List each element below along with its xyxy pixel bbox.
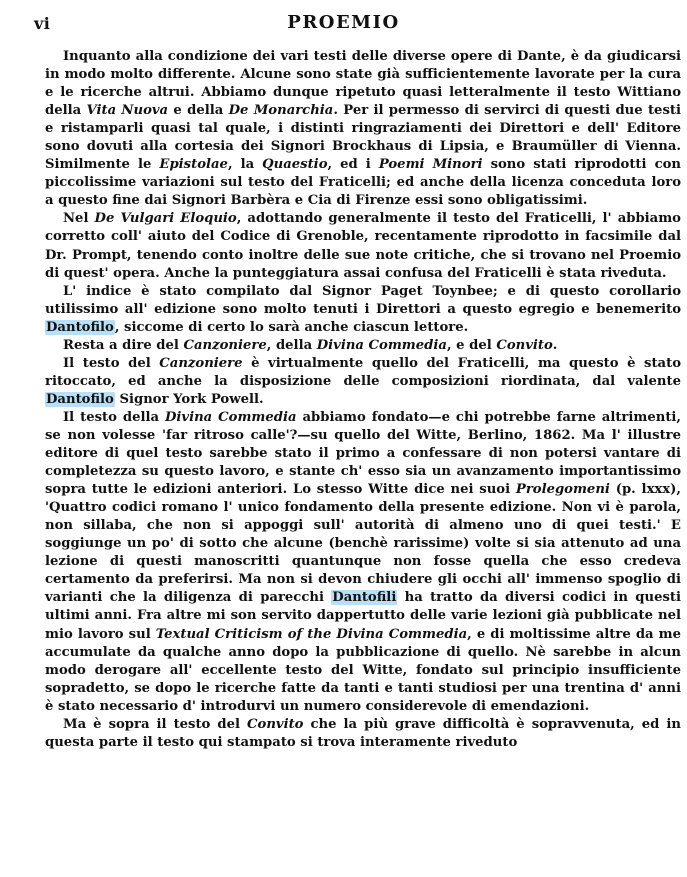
- italic-title: Divina Commedia: [164, 409, 297, 425]
- text-run: abbiamo fondato—e chi potrebbe farne altrimenti, se non volesse 'far ritroso calle'?—su quello del Witte, Berlino, 1862. Ma l' illustre editore di quel testo sarebbe stato il primo a confessare di non potersi vantare di completezza su questo lavoro, e stante ch' esso sia un avanzamento importantissimo sopra tutte le edizioni anteriori. Lo stesso Witte dice nei suoi: [45, 409, 682, 498]
- text-run: L' indice è stato compilato dal Signor Paget Toynbee; e di questo corollario utilissimo all' edizione sono molto tenuti i Direttori a questo egregio e benemerito: [45, 283, 681, 317]
- highlighted-term: Dantofilo: [46, 319, 114, 335]
- italic-title: Convito: [496, 337, 553, 353]
- text-run: (p. lxxx), 'Quattro codici romano l' unico fondamento della presente edizione. Non vi è parola, non sillaba, che non si appoggi sull' autorità di almeno uno di quei testi.' E soggiunge un po' di sotto che alcune (benchè rarissime) volte si sia attenuto ad una lezione di questi manoscritti quantunque non fosse quella che esso credeva certamento da preferirsi. Ma non si devon chiudere gli occhi all' immenso spoglio di varianti che la diligenza di parecchi: [45, 482, 681, 606]
- italic-title: De Vulgari Eloquio: [94, 211, 237, 227]
- italic-title: Canzoniere: [183, 337, 267, 353]
- italic-title: Poemi Minori: [378, 157, 483, 173]
- italic-title: Prolegomeni: [515, 482, 610, 498]
- text-run: .: [552, 337, 558, 353]
- paragraph: [45, 283, 681, 337]
- text-run: , della: [266, 337, 317, 353]
- page-number: vi: [34, 14, 51, 33]
- text-run: che la più grave difficoltà è sopravvenuta, ed in questa parte il testo qui stampato si trova interamente riveduto: [45, 716, 681, 750]
- page-header: [0, 10, 687, 36]
- text-run: , adottando generalmente il testo del Fraticelli, l' abbiamo corretto coll' aiuto del Codice di Grenoble, recentamente riprodotto in facsimile dal Dr. Prompt, tenendo conto inoltre delle sue note critiche, che si trovano nel Proemio di quest' opera. Anche la punteggiatura assai confusa del Fraticelli è stata riveduta.: [45, 211, 681, 281]
- text-run: Resta a dire del: [63, 337, 184, 353]
- text-run: sono stati riprodotti con piccolissime variazioni sul testo del Fraticelli; ed anche della licenza conceduta loro a questo fine dai Signori Barbèra e Cia di Firenze essi sono obligatissimi.: [45, 157, 681, 209]
- paragraph: [45, 337, 681, 355]
- italic-title: Vita Nuova: [86, 103, 169, 119]
- italic-title: Canzoniere: [159, 355, 243, 371]
- text-run: e della: [168, 103, 229, 119]
- text-run: Il testo del: [63, 355, 160, 371]
- italic-title: Epistolae: [159, 157, 228, 173]
- highlighted-term: Dantofili: [332, 590, 397, 606]
- italic-title: Divina Commedia: [316, 337, 447, 353]
- italic-title: Quaestio: [262, 157, 328, 173]
- text-run: , la: [227, 157, 263, 173]
- text-run: Inquanto alla condizione dei vari testi delle diverse opere di Dante, è da giudicarsi in modo molto differente. Alcune sono state già sufficientemente lavorate per la cura e le ricerche altrui. Abbiamo dunque ripetuto quasi letteralmente il testo Wittiano della: [45, 49, 681, 119]
- text-run: , e del: [446, 337, 497, 353]
- paragraph: [45, 48, 681, 210]
- text-run: Il testo della: [63, 409, 165, 425]
- text-run: , siccome di certo lo sarà anche ciascun lettore.: [114, 319, 469, 335]
- italic-title: Convito: [247, 716, 304, 732]
- text-run: Ma è sopra il testo del: [63, 716, 248, 732]
- text-run: . Per il permesso di servirci di questi due testi e ristamparli quasi tal quale, i distinti ringraziamenti dei Direttori e dell' Editore sono dovuti alla cortesia dei Signori Brockhaus di Lipsia, e Braumüller di Vienna. Similmente le: [45, 103, 681, 173]
- text-run: Signor York Powell.: [114, 391, 264, 407]
- text-run: , e di moltissime altre da me accumulate da qualche anno dopo la pubblicazione di quello. Nè sarebbe in alcun modo derogare all' eccellente testo del Witte, fondato sul principio insufficiente sopradetto, se dopo le ricerche fatte da tanti e tanti studiosi per una trentina d' anni è stato necessario d' introdurvi un numero considerevole di emendazioni.: [45, 626, 682, 714]
- italic-title: Textual Criticism of the Divina Commedia: [155, 626, 468, 642]
- text-run: Nel: [63, 211, 95, 227]
- running-title: PROEMIO: [287, 12, 400, 33]
- paragraph: [45, 409, 681, 716]
- text-run: è virtualmente quello del Fraticelli, ma questo è stato ritoccato, ed anche la disposizione delle composizioni riordinata, dal valente: [45, 355, 681, 389]
- paragraph: [45, 210, 681, 282]
- paragraph: [45, 716, 681, 752]
- text-run: ha tratto da diversi codici in questi ultimi anni. Fra altre mi son servito dappertutto delle varie lezioni già pubblicate nel mio lavoro sul: [45, 590, 682, 642]
- text-run: , ed i: [327, 157, 379, 173]
- italic-title: De Monarchia: [228, 103, 334, 119]
- body-text: [45, 48, 681, 752]
- highlighted-term: Dantofilo: [46, 391, 114, 407]
- paragraph: [45, 355, 681, 409]
